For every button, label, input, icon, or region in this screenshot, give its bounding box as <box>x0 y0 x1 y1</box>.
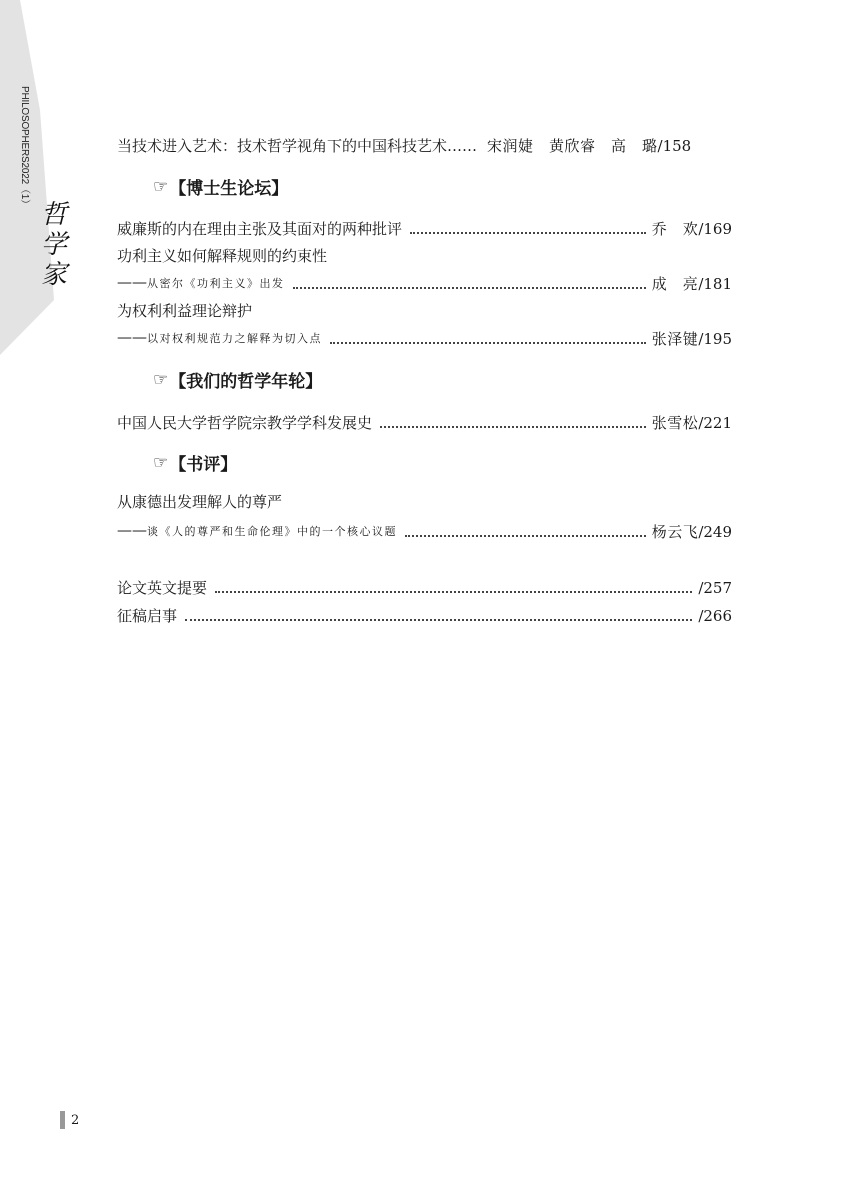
entry-authors: 杨云飞 <box>651 523 699 541</box>
section-heading <box>153 367 322 392</box>
toc-entry[interactable] <box>117 132 732 156</box>
entry-page: /266 <box>698 607 732 625</box>
toc-entry-appendix[interactable] <box>117 602 732 626</box>
entry-subtitle: 谈《人的尊严和生命伦理》中的一个核心议题 <box>147 525 397 538</box>
entry-authors: 宋润婕 黄欣睿 高 璐 <box>487 137 658 155</box>
page-number-bar <box>60 1111 65 1129</box>
toc-entry[interactable] <box>117 409 732 433</box>
entry-authors: 张泽键 <box>651 330 699 348</box>
section-heading <box>153 174 288 199</box>
entry-page: /221 <box>698 414 732 432</box>
journal-name-cn <box>36 200 72 290</box>
entry-title[interactable]: 为权利利益理论辩护 <box>117 302 253 320</box>
entry-page: /158 <box>657 137 692 155</box>
toc-entry-subtitle[interactable] <box>117 325 732 349</box>
section-heading-text: 【博士生论坛】 <box>169 179 289 199</box>
dot-leader <box>215 591 692 593</box>
entry-authors: 成 亮 <box>651 275 699 293</box>
section-heading-text: 【书评】 <box>169 455 238 475</box>
em-dash: —— <box>117 328 147 346</box>
entry-title[interactable]: 功利主义如何解释规则的约束性 <box>117 247 328 265</box>
entry-page: /249 <box>698 523 732 541</box>
dot-leader <box>410 232 646 234</box>
toc-entry-subtitle[interactable] <box>117 270 732 294</box>
entry-page: /195 <box>698 330 732 348</box>
journal-char: 哲 <box>40 200 67 230</box>
dot-leader <box>330 342 646 344</box>
entry-title: 当技术进入艺术：技术哲学视角下的中国科技艺术…… <box>117 137 478 155</box>
section-heading <box>153 450 237 475</box>
journal-char: 家 <box>40 260 67 290</box>
page-number <box>60 1110 79 1130</box>
entry-subtitle: 从密尔《功利主义》出发 <box>147 277 285 290</box>
toc-entry-subtitle[interactable] <box>117 518 732 542</box>
entry-title: 论文英文提要 <box>117 579 208 597</box>
dot-leader <box>185 619 692 621</box>
page-number-text: 2 <box>71 1112 80 1128</box>
dot-leader <box>380 426 646 428</box>
dot-leader <box>405 535 646 537</box>
entry-page: /257 <box>698 579 732 597</box>
pointing-hand-icon: ☞ <box>153 452 169 473</box>
entry-authors: 张雪松 <box>651 414 699 432</box>
entry-page: /181 <box>698 275 732 293</box>
entry-title: 威廉斯的内在理由主张及其面对的两种批评 <box>117 220 403 238</box>
journal-char: 学 <box>40 230 67 260</box>
entry-page: /169 <box>698 220 732 238</box>
em-dash: —— <box>117 273 147 291</box>
toc-entry-appendix[interactable] <box>117 574 732 598</box>
entry-title: 中国人民大学哲学院宗教学学科发展史 <box>117 414 373 432</box>
em-dash: —— <box>117 521 147 539</box>
journal-name-en: PHILOSOPHERS2022（1） <box>19 86 30 209</box>
entry-subtitle: 以对权利规范力之解释为切入点 <box>147 332 322 345</box>
entry-title[interactable]: 从康德出发理解人的尊严 <box>117 493 283 511</box>
pointing-hand-icon: ☞ <box>153 369 169 390</box>
pointing-hand-icon: ☞ <box>153 176 169 197</box>
entry-authors: 乔 欢 <box>651 220 699 238</box>
section-heading-text: 【我们的哲学年轮】 <box>169 372 323 392</box>
entry-title: 征稿启事 <box>117 607 178 625</box>
toc-entry[interactable] <box>117 215 732 239</box>
dot-leader <box>293 287 646 289</box>
